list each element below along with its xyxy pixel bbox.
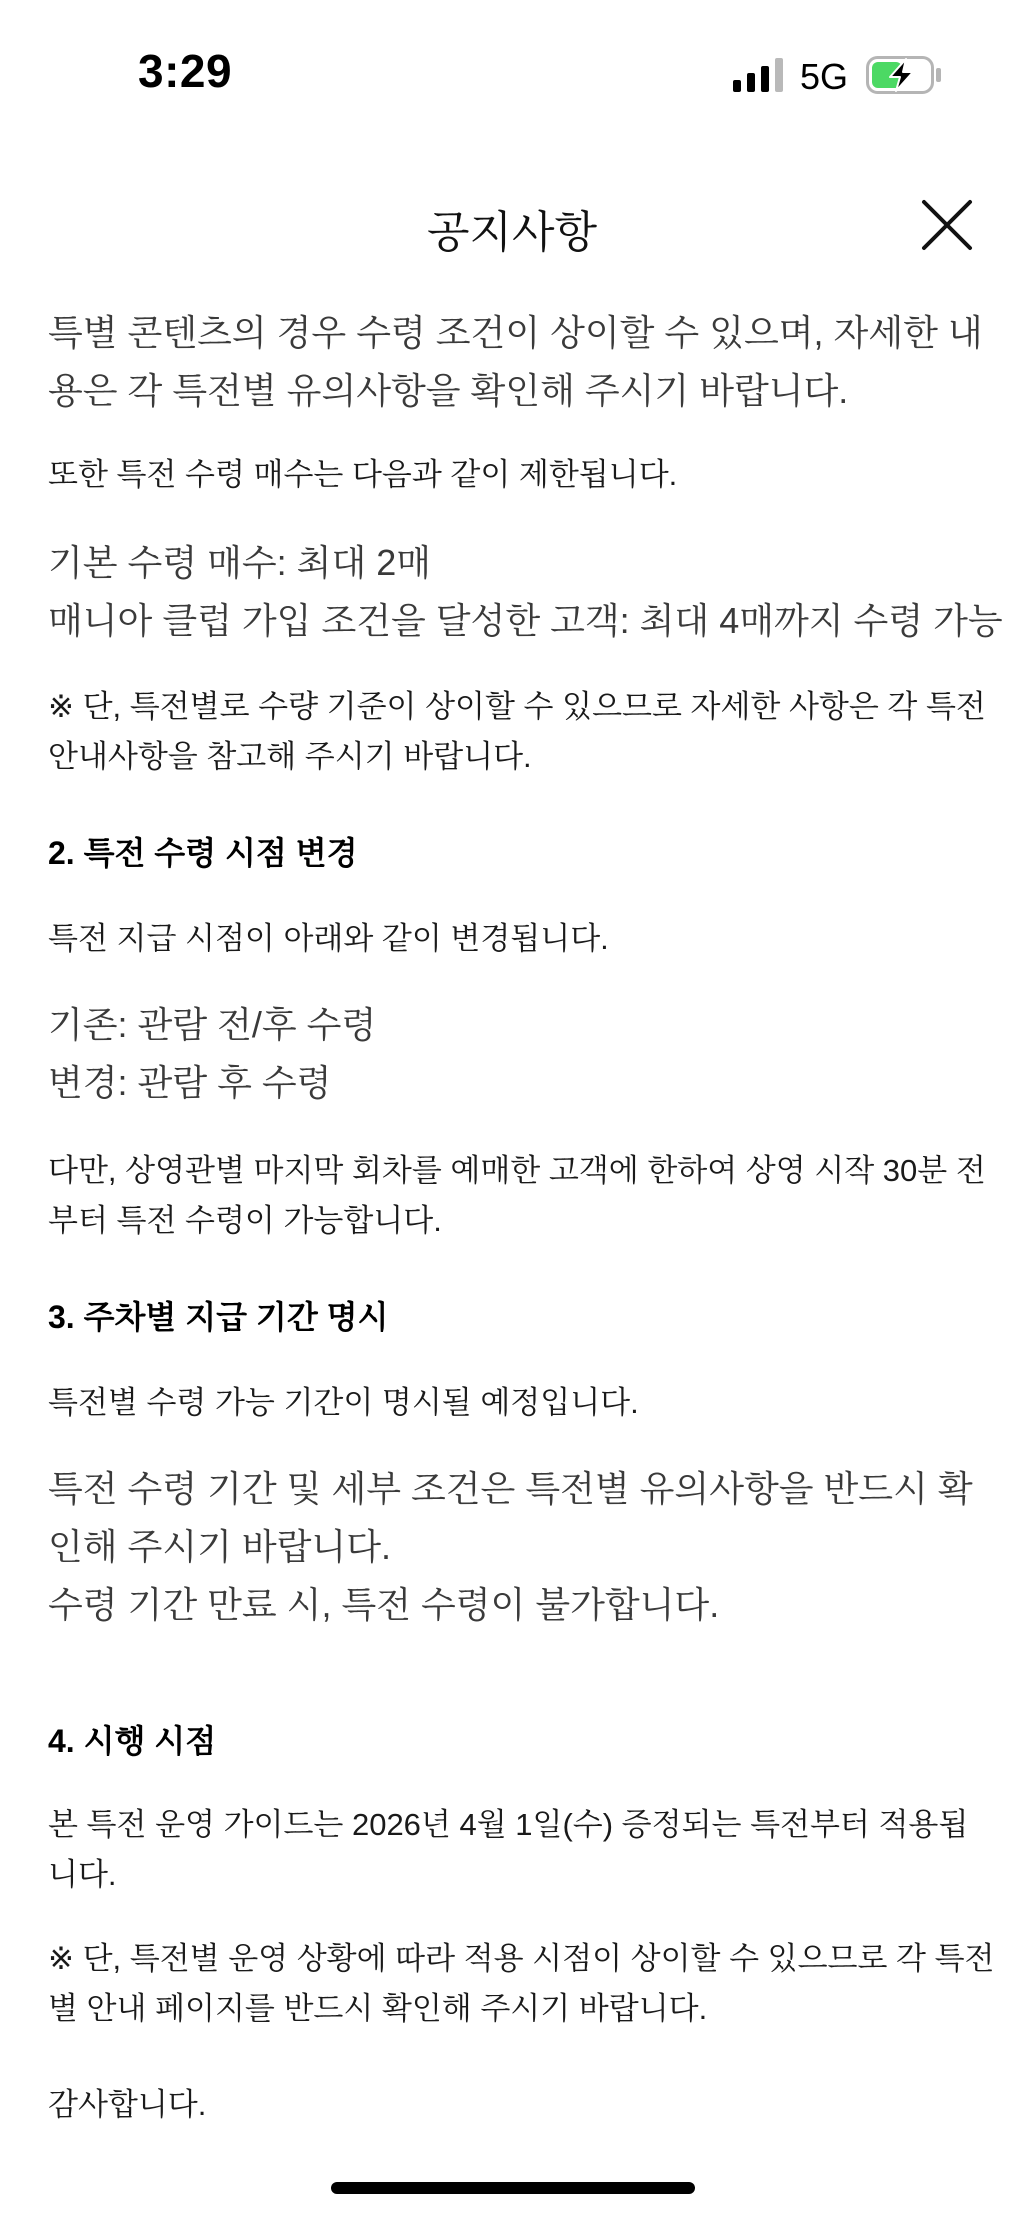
page-title: 공지사항: [426, 208, 597, 257]
intro-paragraph: [48, 304, 988, 420]
section4-intro-line: 니다.: [48, 1857, 117, 1892]
intro-line: 특별 콘텐츠의 경우 수령 조건이 상이할 수 있으며, 자세한 내: [48, 312, 983, 353]
limit-list: [48, 534, 1003, 650]
close-icon: [920, 198, 974, 252]
battery-charging-icon: [866, 56, 942, 94]
section3-detail: [48, 1460, 988, 1634]
closing-text: 감사합니다.: [48, 2087, 207, 2122]
note-paragraph: [48, 682, 988, 782]
intro-line: 용은 각 특전별 유의사항을 확인해 주시기 바랍니다.: [48, 370, 849, 411]
status-time: 3:29: [138, 45, 233, 97]
section-heading-2: 2. 특전 수령 시점 변경: [48, 835, 358, 871]
section2-before: 기존: 관람 전/후 수령: [48, 1004, 377, 1045]
section4-intro: [48, 1800, 988, 1900]
section3-intro: 특전별 수령 가능 기간이 명시될 예정입니다.: [48, 1385, 639, 1420]
home-indicator[interactable]: [331, 2182, 695, 2194]
section4-note-line: 별 안내 페이지를 반드시 확인해 주시기 바랍니다.: [48, 1991, 708, 2026]
section2-intro: 특전 지급 시점이 아래와 같이 변경됩니다.: [48, 921, 609, 956]
limit-basic: 기본 수령 매수: 최대 2매: [48, 542, 432, 583]
section3-detail-line: 특전 수령 기간 및 세부 조건은 특전별 유의사항을 반드시 확: [48, 1468, 973, 1509]
section2-note-line: 부터 특전 수령이 가능합니다.: [48, 1203, 442, 1238]
network-label: 5G: [800, 56, 849, 97]
section2-change-list: [48, 996, 988, 1112]
limit-intro: 또한 특전 수령 매수는 다음과 같이 제한됩니다.: [48, 457, 678, 492]
section2-note-line: 다만, 상영관별 마지막 회차를 예매한 고객에 한하여 상영 시작 30분 전: [48, 1153, 986, 1188]
section3-detail-line: 인해 주시기 바랍니다.: [48, 1526, 391, 1567]
status-bar: [0, 0, 1024, 150]
limit-mania: 매니아 클럽 가입 조건을 달성한 고객: 최대 4매까지 수령 가능: [48, 600, 1003, 641]
section-heading-4: 4. 시행 시점: [48, 1723, 217, 1759]
note-line: ※ 단, 특전별로 수량 기준이 상이할 수 있으므로 자세한 사항은 각 특전: [48, 689, 986, 724]
section4-intro-line: 본 특전 운영 가이드는 2026년 4월 1일(수) 증정되는 특전부터 적용됩: [48, 1807, 969, 1842]
section4-note-line: ※ 단, 특전별 운영 상황에 따라 적용 시점이 상이할 수 있으므로 각 특전: [48, 1941, 995, 1976]
note-line: 안내사항을 참고해 주시기 바랍니다.: [48, 739, 532, 774]
close-button[interactable]: [920, 198, 974, 252]
section2-note: [48, 1146, 988, 1246]
section4-note: [48, 1934, 995, 2034]
section3-expire: 수령 기간 만료 시, 특전 수령이 불가합니다.: [48, 1584, 720, 1625]
cellular-signal-icon: [733, 58, 785, 92]
section2-after: 변경: 관람 후 수령: [48, 1062, 332, 1103]
section-heading-3: 3. 주차별 지급 기간 명시: [48, 1299, 389, 1335]
